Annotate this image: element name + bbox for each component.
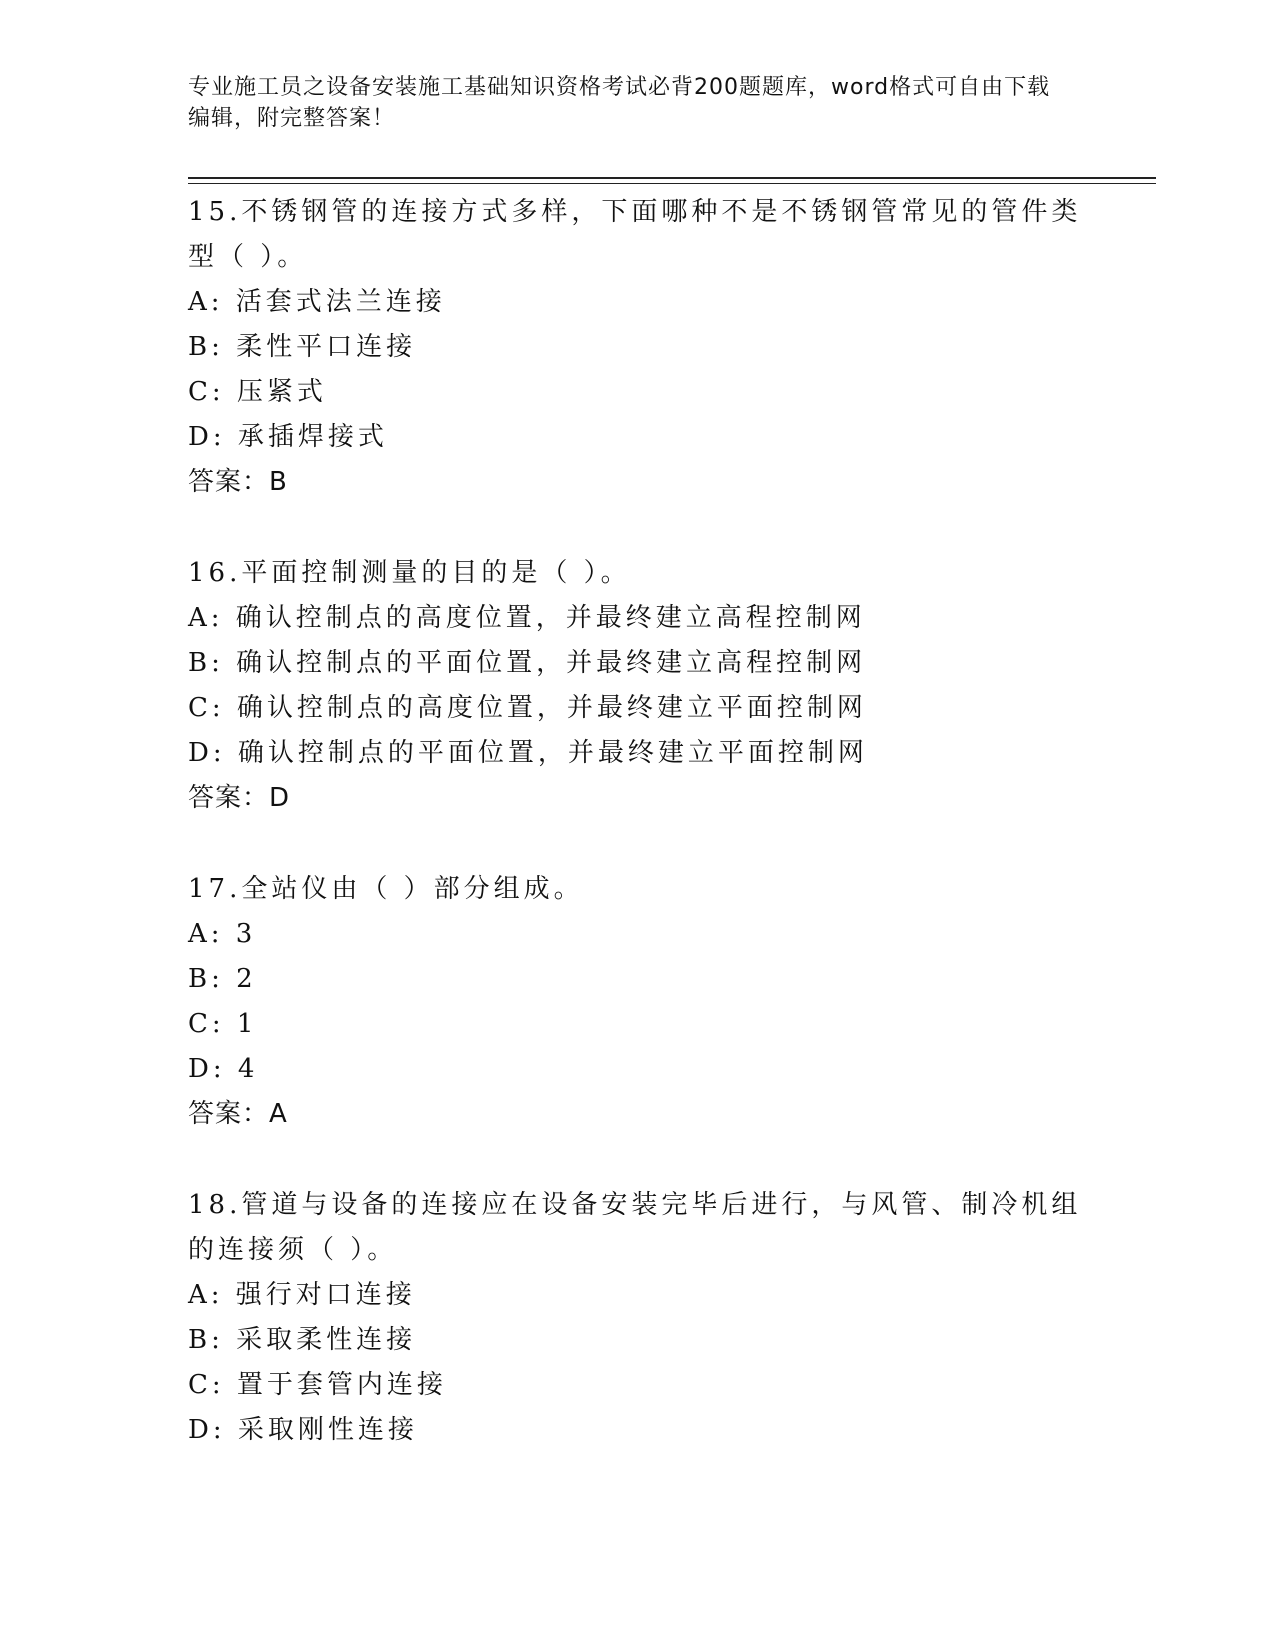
question-stem: 16.平面控制测量的目的是（ ）。 xyxy=(188,558,631,588)
answer: 答案：A xyxy=(188,1099,288,1129)
option-d: D: 4 xyxy=(188,1054,259,1084)
header-divider-thick xyxy=(188,177,1156,179)
document-intro: 专业施工员之设备安装施工基础知识资格考试必背200题题库，word格式可自由下载编辑，附完整答案！ xyxy=(188,75,1051,131)
header-divider-thin xyxy=(188,183,1156,184)
answer: 答案：D xyxy=(188,783,291,813)
option-c: C: 确认控制点的高度位置，并最终建立平面控制网 xyxy=(188,693,867,723)
option-c: C: 压紧式 xyxy=(188,377,327,407)
option-b: B: 采取柔性连接 xyxy=(188,1325,417,1355)
option-d: D: 承插焊接式 xyxy=(188,422,388,452)
option-b: B: 2 xyxy=(188,964,257,994)
option-a: A: 确认控制点的高度位置，并最终建立高程控制网 xyxy=(188,603,866,633)
question-15 xyxy=(188,190,1088,505)
option-d: D: 采取刚性连接 xyxy=(188,1415,418,1445)
option-a: A: 强行对口连接 xyxy=(188,1280,416,1310)
question-stem: 18.管道与设备的连接应在设备安装完毕后进行，与风管、制冷机组的连接须（ ）。 xyxy=(188,1190,1082,1265)
question-18 xyxy=(188,1183,1088,1453)
question-16 xyxy=(188,551,1088,821)
option-a: A: 3 xyxy=(188,919,257,949)
option-b: B: 柔性平口连接 xyxy=(188,332,417,362)
question-17 xyxy=(188,867,1088,1137)
question-list xyxy=(188,190,1088,1499)
option-c: C: 1 xyxy=(188,1009,258,1039)
option-d: D: 确认控制点的平面位置，并最终建立平面控制网 xyxy=(188,738,868,768)
question-stem: 15.不锈钢管的连接方式多样，下面哪种不是不锈钢管常见的管件类型（ ）。 xyxy=(188,197,1082,272)
question-stem: 17.全站仪由（ ）部分组成。 xyxy=(188,874,584,904)
option-b: B: 确认控制点的平面位置，并最终建立高程控制网 xyxy=(188,648,867,678)
answer: 答案：B xyxy=(188,467,288,497)
option-c: C: 置于套管内连接 xyxy=(188,1370,447,1400)
option-a: A: 活套式法兰连接 xyxy=(188,287,446,317)
